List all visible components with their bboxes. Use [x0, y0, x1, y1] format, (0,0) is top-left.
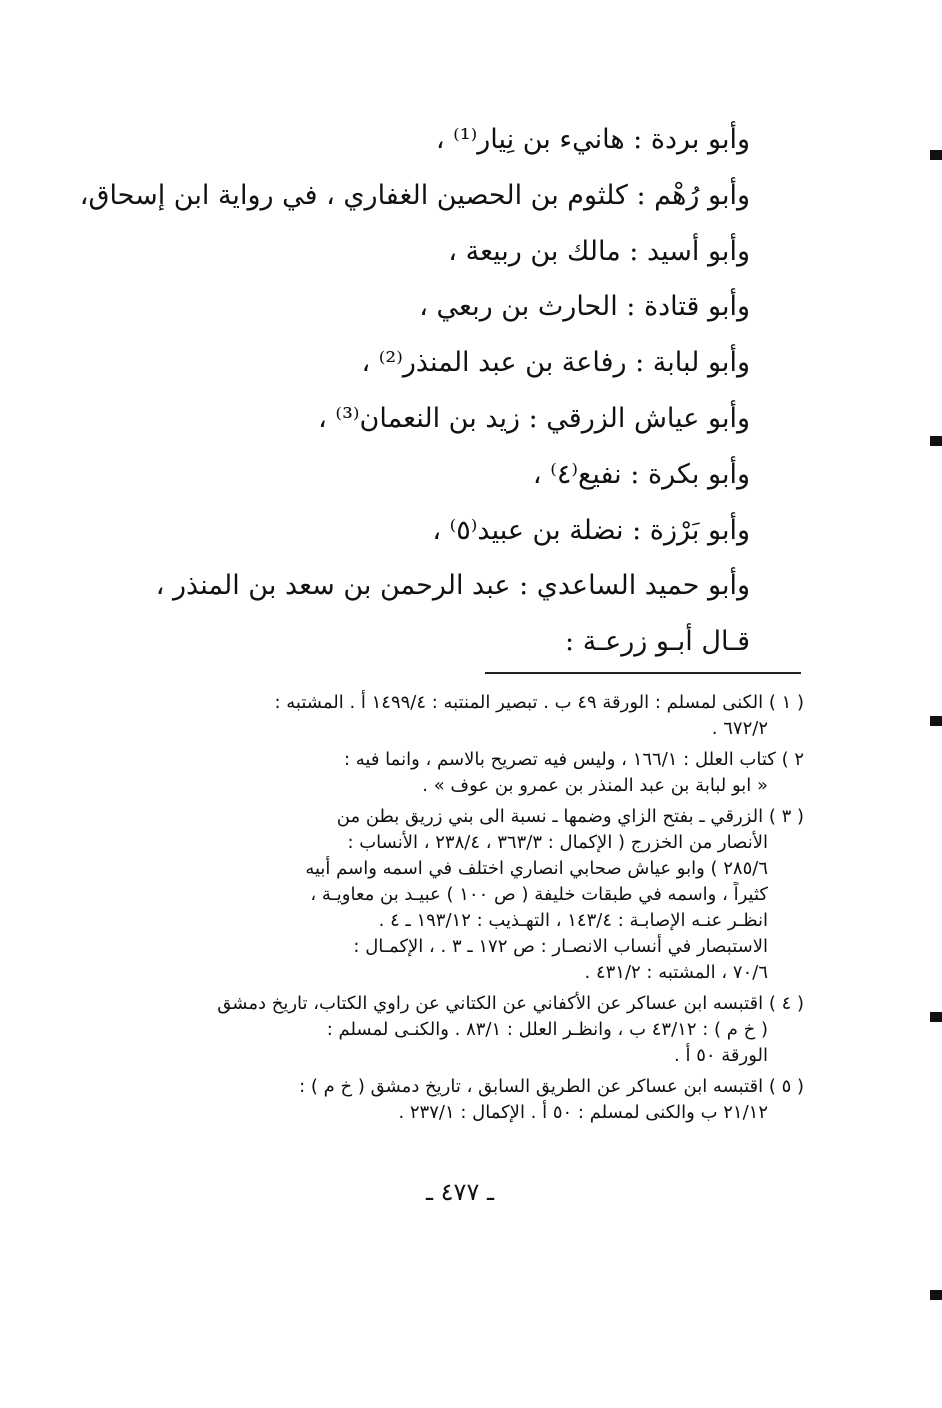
main-text-line: وأبو بَرْزة : نضلة بن عبيد⁽٥⁾ ، [432, 514, 750, 546]
edge-scan-mark [930, 1290, 942, 1300]
footnote-line: ٢٨٥/٦ ) وابو عياش صحابي انصاري اختلف في اسمه واسم أبيه [305, 858, 768, 879]
footnote-line: انظـر عنـه الإصابـة : ١٤٣/٤ ، التهـذيب : ١٩٣/١٢ ـ ٤ . [378, 910, 768, 931]
main-text-line: وأبو بردة : هانيء بن نِيار⁽¹⁾ ، [435, 124, 750, 155]
footnote-1 [154, 690, 804, 742]
edge-scan-mark [930, 436, 942, 446]
page-number: ـ ٤٧٧ ـ [425, 1178, 494, 1206]
footnote-divider [485, 672, 801, 674]
footnote-line: ( خ م ) : ٤٣/١٢ ب ، وانظـر العلل : ٨٣/١ . والكنـى لمسلم : [326, 1019, 768, 1040]
main-text-line: وأبو بكرة : نفيع⁽٤⁾ ، [532, 458, 750, 490]
main-text-line: قـال أبـو زرعـة : [565, 626, 750, 658]
main-text-line: وأبو رُهْم : كلثوم بن الحصين الغفاري ، في رواية ابن إسحاق، [79, 179, 750, 211]
main-text-block [79, 112, 750, 670]
footnote-line: الأنصار من الخزرج ( الإكمال : ٣٦٣/٣ ، ٢٣٨/٤ ، الأنساب : [347, 832, 768, 853]
footnote-line: الاستبصار في أنساب الانصـار : ص ١٧٢ ـ ٣ . ، الإكمـال : [353, 936, 768, 957]
footnote-4 [154, 991, 804, 1069]
footnote-5 [154, 1074, 804, 1126]
main-text-line: وأبو قتادة : الحارث بن ربعي ، [419, 291, 750, 323]
main-text-line: وأبو عياش الزرقي : زيد بن النعمان⁽³⁾ ، [318, 402, 750, 434]
edge-scan-mark [930, 1012, 942, 1022]
footnote-line: الورقة ٥٠ أ . [674, 1045, 768, 1066]
footnote-line: ( ٥ ) اقتبسه ابن عساكر عن الطريق السابق ، تاريخ دمشق ( خ م ) : [299, 1076, 804, 1097]
edge-scan-mark [930, 716, 942, 726]
footnote-line: ٢١/١٢ ب والكنى لمسلم : ٥٠ أ . الإكمال : ٢٣٧/١ . [398, 1102, 768, 1123]
main-text-line: وأبو لبابة : رفاعة بن عبد المنذر⁽²⁾ ، [361, 347, 750, 379]
footnote-line: ٢ ) كتاب العلل : ١٦٦/١ ، وليس فيه تصريح بالاسم ، وانما فيه : [343, 749, 804, 770]
footnote-line: « ابو لبابة بن عبد المنذر بن عمرو بن عوف » . [422, 775, 768, 796]
footnote-line: ٦٧٢/٢ . [711, 718, 768, 739]
footnotes-block [154, 690, 804, 1131]
footnote-line: ( ٤ ) اقتبسه ابن عساكر عن الأكفاني عن الكتاني عن راوي الكتاب، تاريخ دمشق [217, 993, 804, 1014]
footnote-line: ٧٠/٦ ، المشتبه : ٤٣١/٢ . [584, 962, 768, 983]
main-text-line: وأبو أسيد : مالك بن ربيعة ، [448, 235, 750, 267]
edge-scan-mark [930, 150, 942, 160]
footnote-line: ( ١ ) الكنى لمسلم : الورقة ٤٩ ب . تبصير المنتبه : ١٤٩٩/٤ أ . المشتبه : [274, 692, 804, 713]
main-text-line: وأبو حميد الساعدي : عبد الرحمن بن سعد بن المنذر ، [155, 570, 750, 602]
footnote-3 [154, 804, 804, 986]
footnote-line: ( ٣ ) الزرقي ـ بفتح الزاي وضمها ـ نسبة الى بني زريق بطن من [336, 806, 804, 827]
footnote-2 [154, 747, 804, 799]
footnote-line: كثيراً ، واسمه في طبقات خليفة ( ص ١٠٠ ) عبيـد بن معاويـة ، [310, 884, 768, 905]
